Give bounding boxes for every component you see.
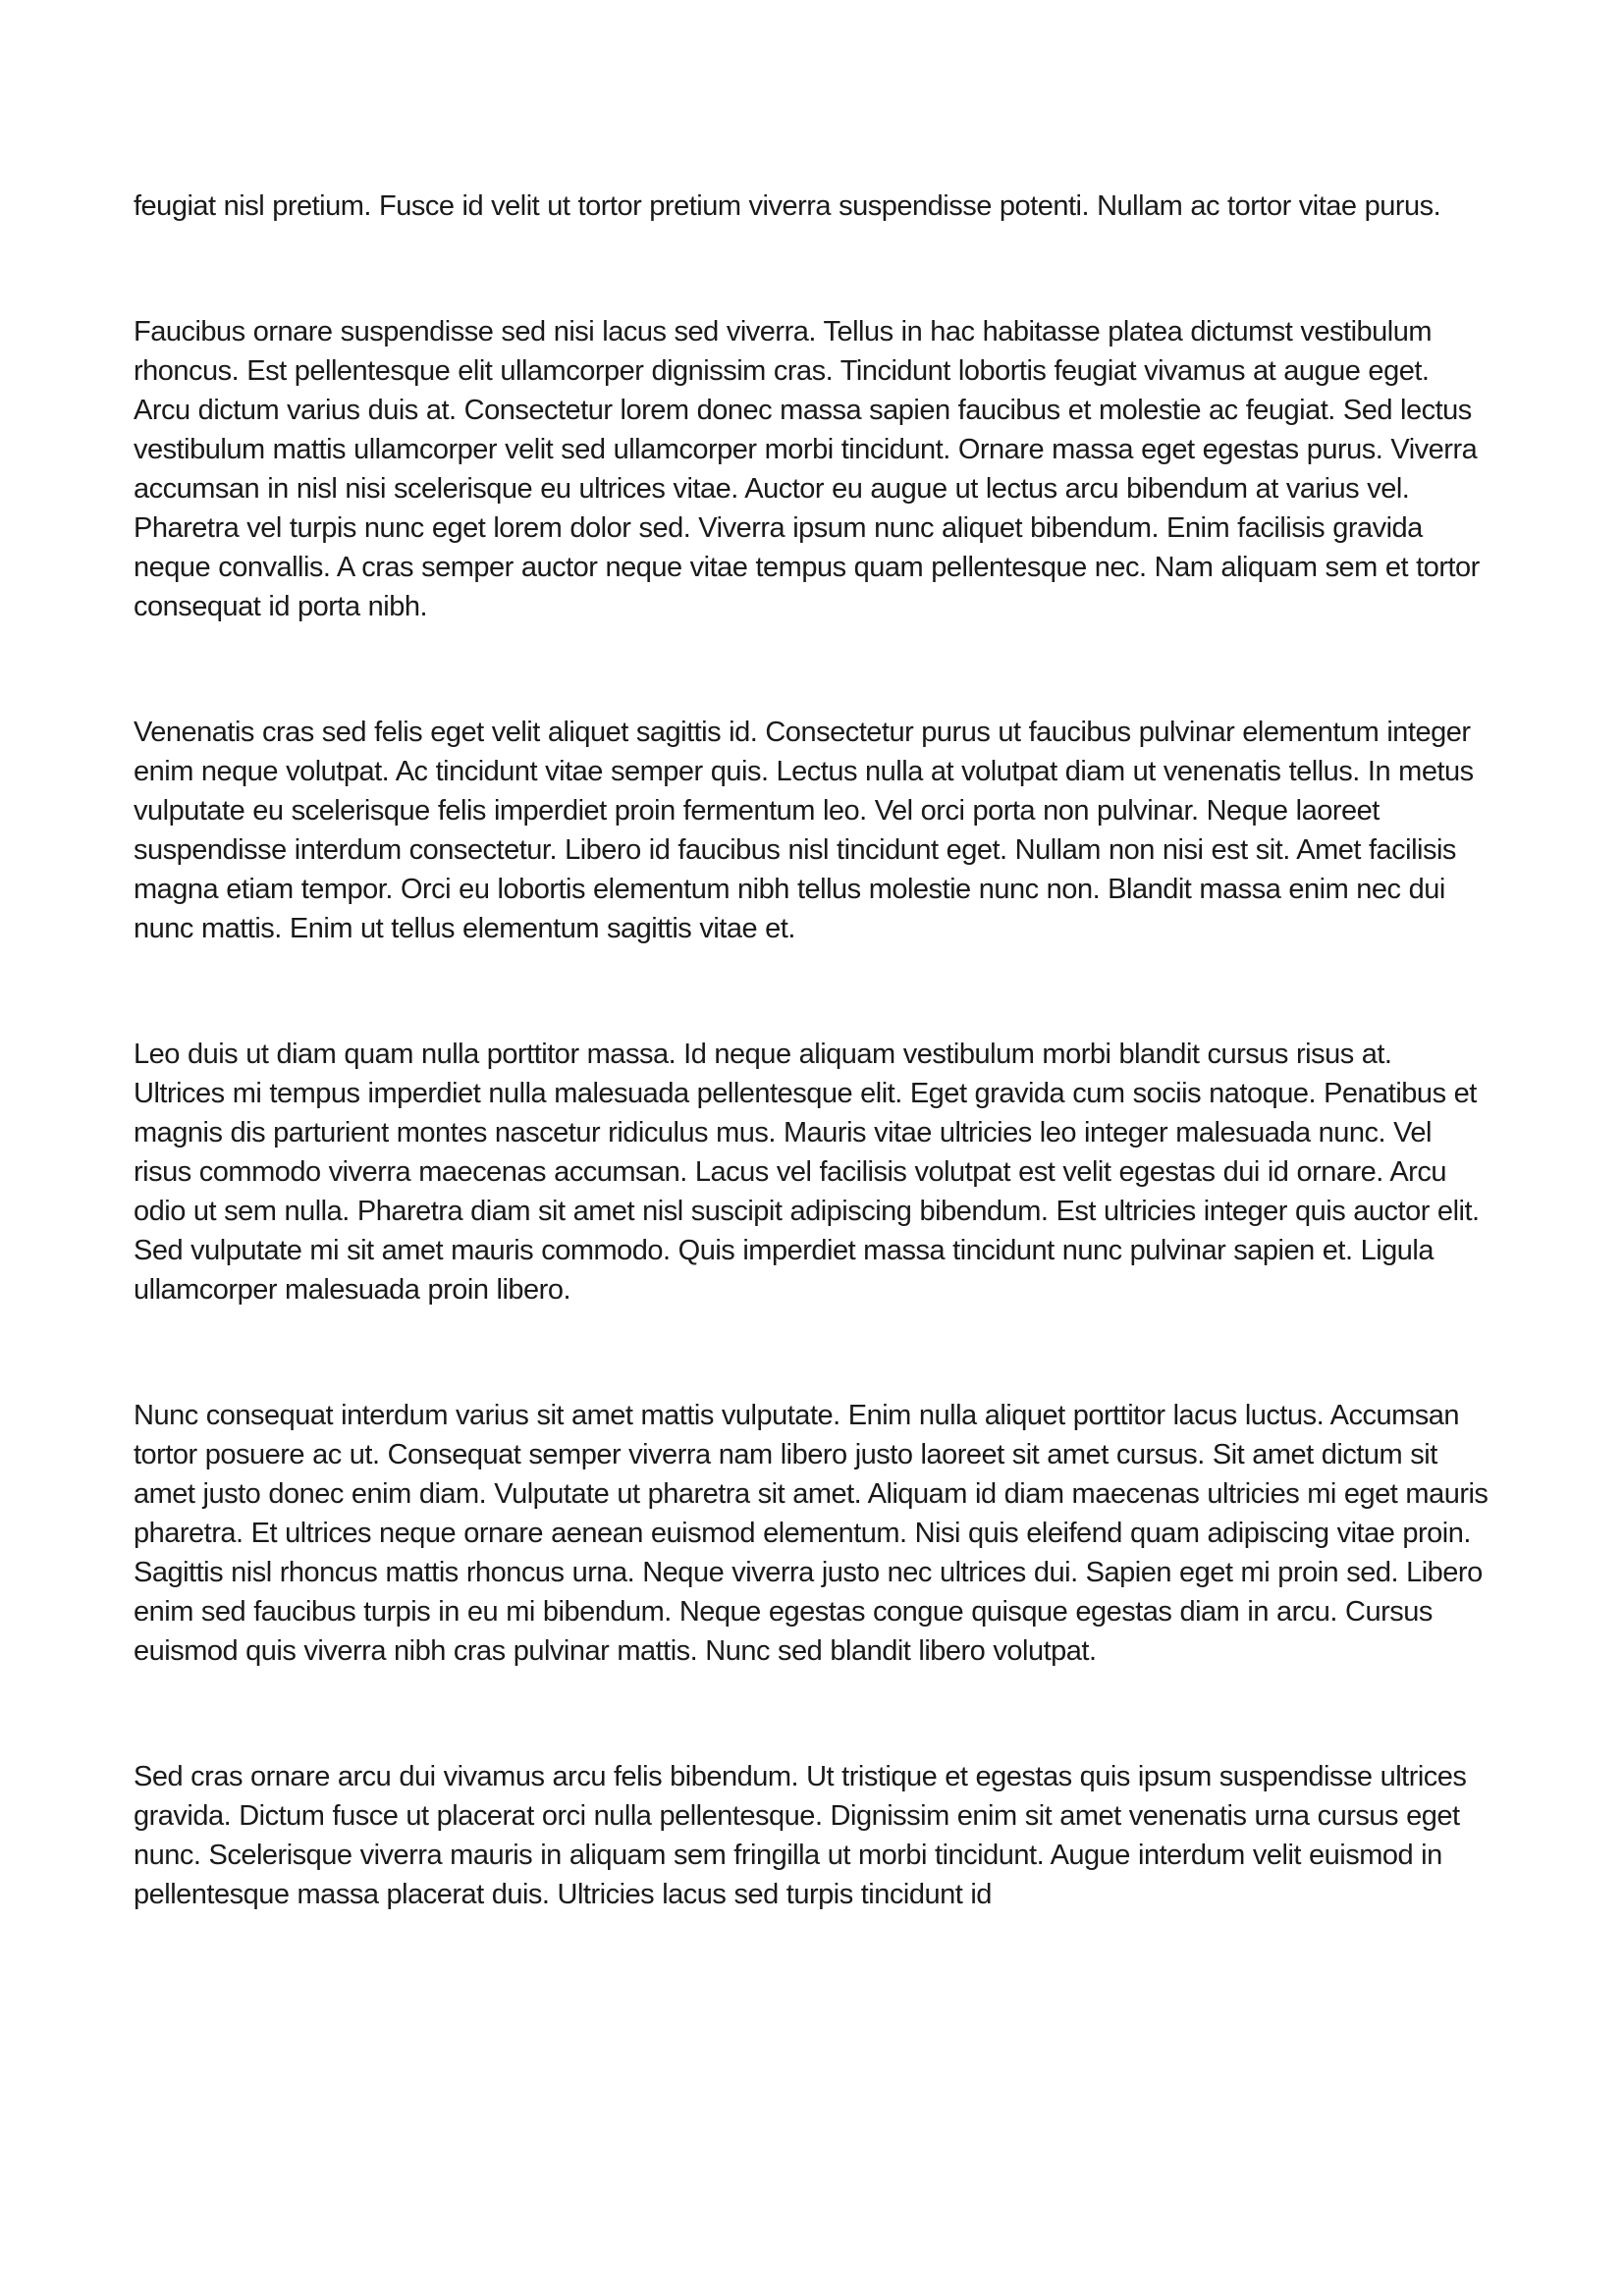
- paragraph: Leo duis ut diam quam nulla porttitor massa. Id neque aliquam vestibulum morbi blandit cursus risus at. Ultrices mi tempus imperdiet nulla malesuada pellentesque elit. Eget gravida cum sociis natoque. Penatibus et magnis dis parturient montes nascetur ridiculus mus. Mauris vitae ultricies leo integer malesuada nunc. Vel risus commodo viverra maecenas accumsan. Lacus vel facilisis volutpat est velit egestas dui id ornare. Arcu odio ut sem nulla. Pharetra diam sit amet nisl suscipit adipiscing bibendum. Est ultricies integer quis auctor elit. Sed vulputate mi sit amet mauris commodo. Quis imperdiet massa tincidunt nunc pulvinar sapien et. Ligula ullamcorper malesuada proin libero.: [134, 1039, 1480, 1306]
- paragraph: Nunc consequat interdum varius sit amet mattis vulputate. Enim nulla aliquet porttitor lacus luctus. Accumsan tortor posuere ac ut. Consequat semper viverra nam libero justo laoreet sit amet cursus. Sit amet dictum sit amet justo donec enim diam. Vulputate ut pharetra sit amet. Aliquam id diam maecenas ultricies mi eget mauris pharetra. Et ultrices neque ornare aenean euismod elementum. Nisi quis eleifend quam adipiscing vitae proin. Sagittis nisl rhoncus mattis rhoncus urna. Neque viverra justo nec ultrices dui. Sapien eget mi proin sed. Libero enim sed faucibus turpis in eu mi bibendum. Neque egestas congue quisque egestas diam in arcu. Cursus euismod quis viverra nibh cras pulvinar mattis. Nunc sed blandit libero volutpat.: [134, 1400, 1489, 1667]
- paragraph: feugiat nisl pretium. Fusce id velit ut tortor pretium viverra suspendisse potenti. Nullam ac tortor vitae purus.: [134, 190, 1441, 222]
- paragraph: Sed cras ornare arcu dui vivamus arcu felis bibendum. Ut tristique et egestas quis ipsum suspendisse ultrices gravida. Dictum fusce ut placerat orci nulla pellentesque. Dignissim enim sit amet venenatis urna cursus eget nunc. Scelerisque viverra mauris in aliquam sem fringilla ut morbi tincidunt. Augue interdum velit euismod in pellentesque massa placerat duis. Ultricies lacus sed turpis tincidunt id: [134, 1761, 1467, 1910]
- paragraph: Venenatis cras sed felis eget velit aliquet sagittis id. Consectetur purus ut faucibus pulvinar elementum integer enim neque volutpat. Ac tincidunt vitae semper quis. Lectus nulla at volutpat diam ut venenatis tellus. In metus vulputate eu scelerisque felis imperdiet proin fermentum leo. Vel orci porta non pulvinar. Neque laoreet suspendisse interdum consectetur. Libero id faucibus nisl tincidunt eget. Nullam non nisi est sit. Amet facilisis magna etiam tempor. Orci eu lobortis elementum nibh tellus molestie nunc non. Blandit massa enim nec dui nunc mattis. Enim ut tellus elementum sagittis vitae et.: [134, 717, 1474, 944]
- paragraph: Faucibus ornare suspendisse sed nisi lacus sed viverra. Tellus in hac habitasse platea dictumst vestibulum rhoncus. Est pellentesque elit ullamcorper dignissim cras. Tincidunt lobortis feugiat vivamus at augue eget. Arcu dictum varius duis at. Consectetur lorem donec massa sapien faucibus et molestie ac feugiat. Sed lectus vestibulum mattis ullamcorper velit sed ullamcorper morbi tincidunt. Ornare massa eget egestas purus. Viverra accumsan in nisl nisi scelerisque eu ultrices vitae. Auctor eu augue ut lectus arcu bibendum at varius vel. Pharetra vel turpis nunc eget lorem dolor sed. Viverra ipsum nunc aliquet bibendum. Enim facilisis gravida neque convallis. A cras semper auctor neque vitae tempus quam pellentesque nec. Nam aliquam sem et tortor consequat id porta nibh.: [134, 316, 1480, 622]
